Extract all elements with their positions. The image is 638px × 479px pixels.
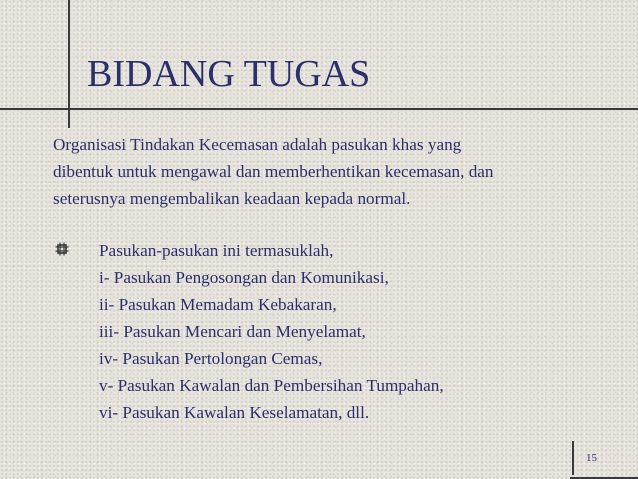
list-item: vi- Pasukan Kawalan Keselamatan, dll. bbox=[99, 403, 370, 422]
list-item: iii- Pasukan Mencari dan Menyelamat, bbox=[99, 322, 366, 341]
page-number: 15 bbox=[586, 452, 597, 464]
intro-line: Organisasi Tindakan Kecemasan adalah pasukan khas yang bbox=[53, 135, 462, 154]
intro-line: dibentuk untuk mengawal dan memberhentikan kecemasan, dan bbox=[53, 162, 494, 181]
intro-paragraph bbox=[53, 131, 628, 212]
list-item: ii- Pasukan Memadam Kebakaran, bbox=[99, 295, 337, 314]
list-item: v- Pasukan Kawalan dan Pembersihan Tumpahan, bbox=[99, 376, 444, 395]
intro-line: seterusnya mengembalikan keadaan kepada normal. bbox=[53, 189, 411, 208]
square-hash-bullet-icon bbox=[55, 242, 69, 256]
slide-title: BIDANG TUGAS bbox=[87, 53, 371, 95]
bullet-list bbox=[99, 237, 444, 426]
list-item: Pasukan-pasukan ini termasuklah, bbox=[99, 241, 334, 260]
list-item: iv- Pasukan Pertolongan Cemas, bbox=[99, 349, 323, 368]
title-horizontal-rule bbox=[0, 108, 638, 110]
list-item: i- Pasukan Pengosongan dan Komunikasi, bbox=[99, 268, 389, 287]
